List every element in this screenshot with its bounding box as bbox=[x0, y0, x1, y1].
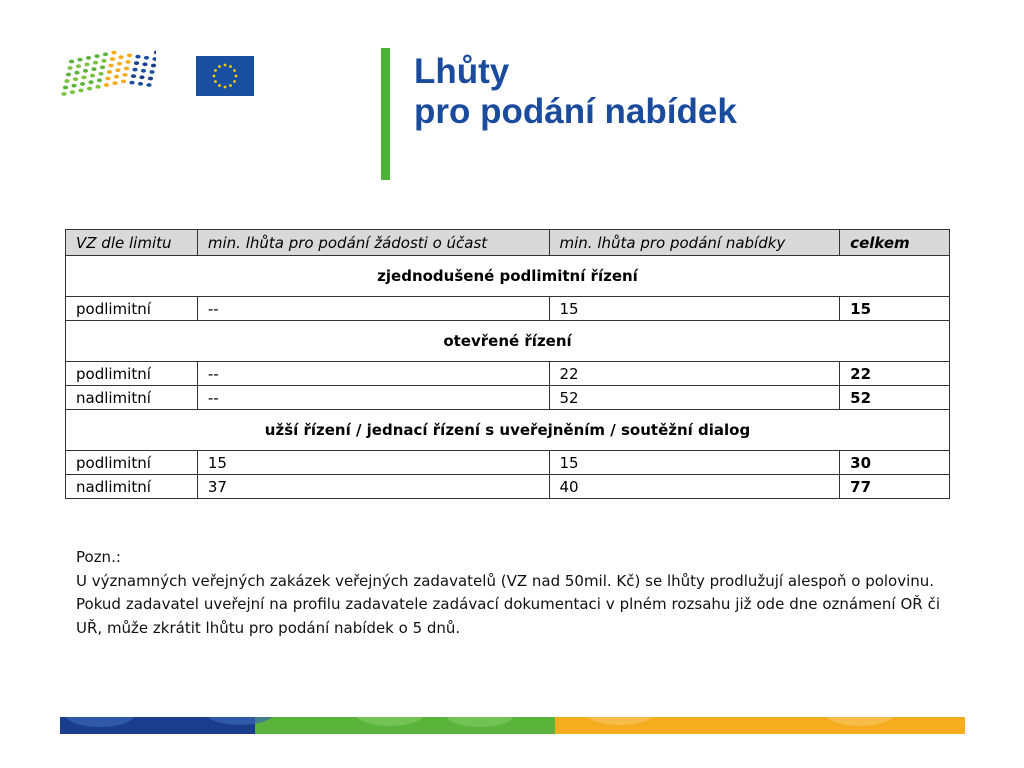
cell-bid-deadline: 40 bbox=[549, 475, 840, 499]
column-header-request-deadline: min. lhůta pro podání žádosti o účast bbox=[197, 230, 549, 256]
column-header-limit: VZ dle limitu bbox=[66, 230, 198, 256]
deadlines-table bbox=[65, 229, 950, 499]
note-label: Pozn.: bbox=[76, 548, 121, 566]
eu-flag-icon bbox=[196, 56, 254, 96]
cell-limit: nadlimitní bbox=[66, 475, 198, 499]
section-row bbox=[66, 410, 950, 451]
table-row bbox=[66, 451, 950, 475]
title-line-2: pro podání nabídek bbox=[414, 92, 737, 131]
section-row bbox=[66, 256, 950, 297]
column-header-total: celkem bbox=[840, 230, 950, 256]
cell-total: 30 bbox=[840, 451, 950, 475]
cell-bid-deadline: 22 bbox=[549, 362, 840, 386]
section-row bbox=[66, 321, 950, 362]
cell-request-deadline: -- bbox=[197, 362, 549, 386]
table-row bbox=[66, 297, 950, 321]
section-title: užší řízení / jednací řízení s uveřejněním / soutěžní dialog bbox=[66, 410, 950, 451]
table-header-row bbox=[66, 230, 950, 256]
note-paragraph-1: U významných veřejných zakázek veřejných zadavatelů (VZ nad 50mil. Kč) se lhůty prodlužují alespoň o polovinu. bbox=[76, 571, 935, 590]
table-row bbox=[66, 475, 950, 499]
table-row bbox=[66, 386, 950, 410]
cell-request-deadline: 37 bbox=[197, 475, 549, 499]
cell-total: 52 bbox=[840, 386, 950, 410]
page-title bbox=[414, 52, 737, 132]
cell-limit: podlimitní bbox=[66, 297, 198, 321]
note-paragraph-2: Pokud zadavatel uveřejní na profilu zadavatele zadávací dokumentaci v plném rozsahu již ode dne oznámení OŘ či UŘ, může zkrátit lhůtu pro podání nabídek o 5 dnů. bbox=[76, 595, 940, 637]
section-title: zjednodušené podlimitní řízení bbox=[66, 256, 950, 297]
title-accent-bar bbox=[381, 48, 390, 180]
cell-bid-deadline: 52 bbox=[549, 386, 840, 410]
cell-total: 22 bbox=[840, 362, 950, 386]
column-header-bid-deadline: min. lhůta pro podání nabídky bbox=[549, 230, 840, 256]
cell-limit: podlimitní bbox=[66, 362, 198, 386]
dot-wave-logo-icon bbox=[60, 50, 156, 100]
cell-request-deadline: -- bbox=[197, 297, 549, 321]
cell-limit: podlimitní bbox=[66, 451, 198, 475]
section-title: otevřené řízení bbox=[66, 321, 950, 362]
cell-total: 77 bbox=[840, 475, 950, 499]
title-line-1: Lhůty bbox=[414, 52, 510, 91]
cell-limit: nadlimitní bbox=[66, 386, 198, 410]
cell-bid-deadline: 15 bbox=[549, 297, 840, 321]
table-row bbox=[66, 362, 950, 386]
note-block bbox=[76, 546, 940, 640]
cell-total: 15 bbox=[840, 297, 950, 321]
cell-request-deadline: 15 bbox=[197, 451, 549, 475]
cell-bid-deadline: 15 bbox=[549, 451, 840, 475]
footer-color-band bbox=[60, 717, 965, 734]
cell-request-deadline: -- bbox=[197, 386, 549, 410]
